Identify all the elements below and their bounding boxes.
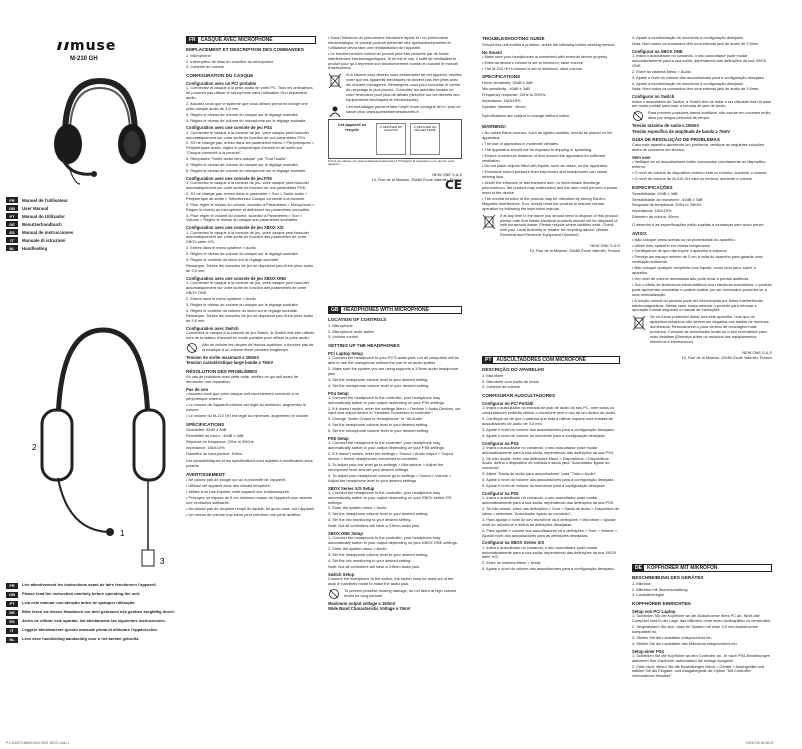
- gb-weee-notice: If at any time in the future you should need to dispose of this product please note that Waste electrical products should not be disposed of with household waste. Please recycle where facilities exist. Check with your Local Authority or retailer for recycling advice. (Waste Electrical and Electronic Equipment Directive): [482, 214, 620, 239]
- muse-logo-mark: [57, 42, 69, 50]
- headset-diagram: [28, 300, 178, 570]
- callout-3: 3: [160, 557, 165, 566]
- recycle-box: [328, 119, 462, 159]
- language-item: FR Manuel de l'utilisateur: [6, 196, 156, 204]
- language-item: ES Manual de instrucciones: [6, 228, 156, 236]
- ce-mark: CE: [444, 177, 462, 192]
- language-item: GB User Manual: [6, 204, 156, 212]
- pt-section: PT AUSCULTADORES COM MICROFONE DESCRIÇÃO DO APARELHO 1. Microfone 2. Microfone com botão de mudo 3. Controlo de volume CONFIGURAR AUSCULTADORES Configurar no PC/ Portátil 1. Insira o auscultador na entrada de jack de áudio do seu PC, nem todos os computadores poderão utilizar o microfone sem o uso de um divisor de áudio. 2. Certifique-se de que o sistema que está a utilizar suporta uma tomada de auscultadores de áudio de 3,5 mm. 3. Ajuste o nível do volume dos auscultadores para a configuração desejada. 4. Ajuste o nível de volume do microfone para a configuração desejada. Configurar na PS4 1. Insira o auscultador no comando, o seu auscultador pode mudar automaticamente para a sua saída, dependendo das definições da sua PS4. 2. Se não mudar, entre nas definições Menu > Dispositivos > Dispositivos Áudio, defina o dispositivo de entrada e saída para "Auscultador ligado ao comando". 3. Altere "Saída de áudio para auscultadores" para "Todo o Áudio". 4. Ajuste o nível do volume dos auscultadores para a configuração desejada. 5. Ajuste o nível de volume do microfone para a configuração desejada. Configurar na PS5 1. Insira o auscultador no comando, o seu auscultador pode mudar automaticamente para a sua saída, dependendo das definições da sua PS5. 2. Se não mudar, entre nas definições > Som > Saída de áudio > Dispositivo de saída > selecione "Auscultador ligado ao comando". 3. Para ajustar o nível do seu microfone vá a definições > Microfone > Ajustar nível do microfone e defina as definições desejadas. 4. Para ajustar o volume dos auscultadores vá a definições > Som > Volume > Ajustar nível dos auscultadores para as definições desejadas. Configurar na XBOX Series X/S 1. Insira o auscultador no comando, o seu auscultador pode mudar automaticamente para a sua saída, dependendo das definições da sua XBOX série X/S. 2. Entre no sistema Menu > Áudio 3. Ajuste o nível do volume dos auscultadores para a configuração desejada.: [482, 356, 620, 572]
- weee-bin-icon: [632, 315, 646, 331]
- language-item: DE Benutzerhandbuch: [6, 220, 156, 228]
- triman-notice: Ces emballages peuvent faire l'objet d'une consigne de tri, pour en savoir plus: www.quefairedemesdechets.fr: [328, 105, 462, 117]
- notice-item: DE Bitte lesen sie dieses Handbuch vor dem gebrauch des gerätes sorgfältig durch.: [6, 610, 178, 616]
- hearing-notice: Afin de réduire les risques de lésions auditives, n'écoutez pas de la musique à un volume élevé pendant longtemps.: [186, 343, 316, 353]
- notice-item: PT Leia este manual com atenção antes de qualquer utilização.: [6, 601, 178, 607]
- notice-item: FR Lire attentivement les instructions avant de faire fonctionner l'appareil.: [6, 583, 178, 589]
- weee-bin-icon: [482, 214, 496, 230]
- fr-header: FR CASQUE AVEC MICROPHONE: [186, 36, 316, 44]
- language-item: NL Handleiding: [6, 244, 156, 252]
- gb-header: GB HEADPHONES WITH MICROPHONE: [328, 306, 462, 314]
- triman-icon: [328, 105, 342, 117]
- notice-item: ES Antes de utilizar este aparato, lea atentamente las siguientes instrucciones.: [6, 619, 178, 625]
- headset-image-top: [40, 66, 160, 186]
- model-name: M-210 GH: [70, 56, 98, 62]
- recycle-main: Cet appareil se recycle: [337, 121, 367, 132]
- notice-list: [6, 583, 178, 646]
- pt-header: PT AUSCULTADORES COM MICROFONE: [482, 356, 620, 364]
- fr-address: NEW ONE S.A.S 10, Rue de la Mission, 25480 École Valentin, France: [371, 171, 462, 182]
- pt-address: NEW ONE S.A.S 10, Rue de la Mission, 25480 École Valentin, France: [681, 349, 772, 360]
- gb-address: NEW ONE S.A.S 10, Rue de la Mission, 25480 École Valentin, France: [529, 243, 620, 254]
- callout-2: 2: [32, 443, 37, 452]
- language-item: IT Manuale di istruzioni: [6, 236, 156, 244]
- gb-continued: TROUBLESHOOTING GUIDE Should this unit exhibit a problem, check the following before seeking service: No Sound • Make sure your headphones is connected with external device properly. • External device's volume is set to minimum; raise volume. • The M-210 GH's volume is set to minimum; raise volume. SPECIFICATIONS Driver sensitivity: 92dB ± 3dB Mic sensitivity: -40dB ± 3dB Frequency response: 20Hz to 20KHz Impedance: 16Ω±15% Speaker diameter: 40mm Specifications are subject to change without notice. WARNING! • No naked flame sources, such as lighted candles, should be placed on the apparatus. • The use of apparatus in moderate climates. • The apparatus should not be exposed to dripping or splashing. • Ensure a minimum distance of 5cm around the apparatus for sufficient ventilation. • Do not place objects filled with liquids, such as vases, on the apparatus. • Excessive sound pressure from earphones and headphones can cause hearing loss. • Under the influence of fast transient and / or electrostatic discharge phenomenon, the product may malfunction and the user must perform a power reset of the device. • The normal function of the product may be disturbed by strong Electro-Magnetic Interference. If so, simply reset the product to resume normal operation by following the instruction manual. If at any time in the future you should need to dispose of this product please note that Waste electrical products should not be disposed of with household waste. Please recycle where facilities exist. Check with your Local Authority or retailer for recycling advice. (Waste Electrical and Electronic Equipment Directive) NEW ONE S.A.S 10, Rue de la Mission, 25480 École Valentin, France: [482, 36, 620, 254]
- recycle-note: Points de collecte sur www.quefairedemesdechets.fr Privilégiez la réparation ou le don de votre appareil !: [328, 158, 455, 167]
- weee-bin-icon: [328, 73, 342, 89]
- gb-section: GB HEADPHONES WITH MICROPHONE LOCATION OF CONTROLS 1. Microphone 2. Microphone mute switch 3. Volume control SETTING UP THE HEADPHONES PC/ Laptop Setup 1. Connect the headphone to your PC'S audio jack; not all computers will be able to use the microphone without the use of an audio splitter. 2. Make sure the system you are using supports a 3.5mm audio headphone jack. 3. Set the headphone volume level to your desired setting. 4. Set the microphone volume level to your desired setting. PS4 Setup 1. Connect the headphone to the controller, your headphone may automatically switch to your output depending on your PS4 settings. 2. If it doesn't switch, enter the settings Menu > Devices > Audio Devices, set input and output device to "Headset Connected to controller". 3. Change "Audio Output to Headphones" to "All Audio." 4. Set the headphone volume level to your desired setting. 5. Set the microphone volume level to your desired setting. PS5 Setup 1. Connect the headphone to the controller, your headphone may automatically switch to your output depending on your PS5 settings. 2. If it doesn't switch, enter the settings > Sound > Audio output > Output device > Select headphones connected to controller. 3. To adjust your mic level go to settings > Microphone > Adjust the microphone level and set your desired settings. 4. To adjust your headphone volume go to settings > Sound > Volume > Adjust the headphone level to your desired settings. XBOX Series X/S Setup 1. Connect the headphone to the controller, your headphone may automatically switch to your output depending on your XBOX series X/S settings. 2. Enter the system menu > Audio 3. Set the headphone volume level to your desired setting. 4. Set the mic monitoring to your desired setting. Note: Not all controllers will have a 3.5mm audio jack. XBOX ONE Setup 1. Connect the headphone to the controller, your headphone may automatically switch to your output depending on your XBOX ONE settings. 2. Enter the system menu > Audio 3. Set the headphone volume level to your desired setting. 4. Set the mic monitoring to your desired setting. Note: Not all controllers will have a 3.5mm audio jack. Switch Setup Connect the headphone to the switch, the switch must be used out of the dock in handheld mode to make the audio jack. To prevent possible hearing damage, do not listen at high volume levels for long periods. Maximum output voltage ≤ 150mV Wide Band Characteristic Voltage ≥ 75mV: [328, 306, 461, 611]
- footer-left: P.I-315473 BM210GH 2021 DEV1.indd 1: [6, 741, 70, 745]
- pt-weee-notice: Se no futuro pretender deitar fora este aparelho, note que os aparelhos eléctricos não devem ser largados nos baldes de resíduos domésticos. Reencaminhe-o para centros de reciclagem mais próximos. Consulte as autoridades locais ou o seu revendedor para mais detalhes (Directiva sobre os resíduos dos equipamentos eléctricos e electrónicos).: [632, 315, 772, 344]
- recycle-store: À DÉPOSER EN MAGASIN: [376, 123, 406, 155]
- pt-hearing-notice: Para prevenir possíveis danos auditivos, não escute em volumes muito altos por longos períodos de tempo.: [632, 111, 772, 121]
- hearing-warning-icon: [186, 343, 198, 353]
- de-header: DE KOPFHÖRER MIT MIKROFON: [632, 564, 772, 572]
- language-list: [6, 196, 156, 252]
- gb-hearing-notice: To prevent possible hearing damage, do not listen at high volume levels for long periods.: [328, 589, 462, 599]
- pt-continued: 4. Ajuste a monitorização do microfone à configuração desejada. Nota: Nem todos os comandos têm uma entrada jack de áudio de 3,5mm. Configurar na XBOX ONE 1. Insira o auscultador no comando, o seu auscultador pode mudar automaticamente para a sua saída, dependendo das definições da sua XBOX ONE. 2. Entre no sistema Menu > Áudio 3. Ajuste o nível do volume dos auscultadores para a configuração desejada. 4. Ajuste a monitorização do microfone à configuração desejada. Nota: Nem todos os comandos têm uma entrada jack de áudio de 3,5mm. Configurar no Switch Insira o auscultador ao Switch, a Switch tem de estar a ser utilizada fora da base em modo portátil para usar a entrada de jack de áudio. Para prevenir possíveis danos auditivos, não escute em volumes muito altos por longos períodos de tempo. Tensão máxima de saída ≤ 150mV Tensão específica de amplitude de banda ≥ 75mV GUIA DE RESOLUÇÃO DE PROBLEMAS Caso este aparelho apresente um problema, verifique as seguintes soluções antes de contactar um técnico: Sem som • Verifique se os auscultadores estão conectados corretamente ao dispositivo externo. • O nível de volume do dispositivo externo está no mínimo; aumente o volume. • O nível de volume do M-210 GH está no mínimo; aumente o volume. ESPECIFICAÇÕES Sensibilidade: 92dB ± 3dB Sensibilidade do microfone: -40dB ± 3dB Resposta de frequência: 20Hz to 20KHz Impedância: 16Ω±15% Diâmetro da coluna: 40mm O desenho e as especificações estão sujeitas a mudanças sem aviso prévio. AVISO: • Não coloque velas acesas ou na proximidade do aparelho. • Utilize este aparelho em climas temperados. • Certifique-se de que não expõe o aparelho a salpicos. • Preveja um espaço mínimo de 5 cm à volta do aparelho para garantir uma ventilação suficiente. • Não coloque qualquer recipiente com líquido, como uma jarra, sobre o aparelho. • Um nível de volume demasiado alto pode levar a perdas auditivas. • Sob o efeito de fenómenos electrostáticos e/ou eléctricos transitórios, o produto pode apresentar anomalias e poderá acabar por ser necessário proceder-se a uma reinicialização. • A função normal do produto pode ser interrompida por fortes interferências electromagnéticas. Nesse caso, basta reiniciar o produto para retomar a operação normal seguindo o manual de instruções. Se no futuro pretender deitar fora este aparelho, note que os aparelhos eléctricos não devem ser largados nos baldes de resíduos domésticos. Reencaminhe-o para centros de reciclagem mais próximos. Consulte as autoridades locais ou o seu revendedor para mais detalhes (Directiva sobre os resíduos dos equipamentos eléctricos e electrónicos). NEW ONE S.A.S 10, Rue de la Mission, 25480 École Valentin, France: [632, 36, 772, 360]
- language-item: PT Manual do Utilizador: [6, 212, 156, 220]
- notice-item: NL Lees deze handleiding aandachtig voor u het toestel gebruikt.: [6, 637, 178, 643]
- brand-logo: muse: [58, 38, 116, 54]
- de-section: DE KOPFHÖRER MIT MIKROFON BESCHREIBUNG DES GERÄTES 1. Mikrofon 2. Mikrofon mit Stummschaltung 3. Lautstärkeregler KOPFHÖRER EINRICHTEN Setup von PC/ Laptop 1. Schließen Sie die Kopfhörer an die Audiobuchse Ihres PC an. Nicht alle Computer sind in der Lage, das Mikrofon ohne einen Audiosplitter zu verwenden. 2. Vergewissern Sie sich, dass Ihr System mit einer 3,5 mm Audiobuchse kompatibel ist. 3. Stellen Sie die Lautstärke entsprechend ein. 4. Stellen Sie die Lautstärke des Mikrofons entsprechend ein. Setup einer PS4 1. Schließen Sie die Kopfhörer an den Controller an. Je nach PS4-Einstellungen aktivieren Ihre Kopfhörer automatisch die richtige Ausgabe. 2. Falls nicht, öffnen Sie die Einstellungen Menü > Geräte > Audiogeräte und wählen Sie als Eingabe- und Ausgabegerät die Option "Mit Controller verbundenes Headset".: [632, 564, 772, 679]
- weee-notice: Si à l'avenir vous désirez vous débarrasser de cet appareil, veuillez noter que les appareils électriques ne doivent pas être jetés avec les ordures ménagères. Renseignez-vous pour connaître le centre de recyclage le plus proche. Consultez les autorités locales ou votre revendeur pour plus de détails (directive sur les déchets des équipements électriques et électroniques).: [328, 73, 462, 102]
- notice-item: GB Please read the instruction carefully before operating the unit.: [6, 592, 178, 598]
- callout-1: 1: [120, 529, 125, 538]
- hearing-warning-icon: [632, 111, 644, 121]
- fr-section: FR CASQUE AVEC MICROPHONE EMPLACEMENT ET DESCRIPTION DES COMMANDES 1. Microphone 2. Interrupteur de mise en sourdine du microphone 3. Contrôle du volume CONFIGURATION DU CASQUE Configuration avec un PC/ portable 1. Connectez le casque à la prise audio de votre PC. Tous les ordinateurs ne pourront pas utiliser le microphone sans l'utilisation d'un séparateur audio. 2. Assurez-vous que le système que vous utilisez prend en charge une prise casque audio de 3,5 mm. 3. Réglez le niveau de volume du casque sur le réglage souhaité. 4. Réglez le niveau de volume du microphone sur le réglage souhaité. Configuration avec une console de jeu PS4 1. Connectez le casque à la console de jeu, votre casque peut basculer automatiquement sur votre sortie en fonction de vos paramètres PS4. 2. S'il ne change pas, entrez dans les paramètres Menu > Périphériques > Périphériques audio, réglez le périphérique d'entrée et de sortie sur "Casque connecté à la console". 3. Remplacez "Sortie audio vers casque" par "Tout l'audio". 4. Réglez le niveau de volume du casque sur le réglage souhaité. 5. Réglez le niveau de volume du microphone sur le réglage souhaité. Configuration avec une console de jeu PS5 1. Connectez le casque à la console de jeu, votre casque peut basculer automatiquement sur votre sortie en fonction de vos paramètres PS5. 2. S'il ne change pas, entrez dans le paramètre > Son > Sortie audio > Périphérique de sortie > Sélectionnez Casque connecté à la console. 3. Pour régler le niveau du volume, accédez à Paramètres > Microphone > Réglez le niveau du microphone et définissez les paramètres souhaités. 4. Pour régler le volume du volume, accédez à Paramètres > Son > Volume > Réglez le niveau du casque aux paramètres souhaités. Configuration avec une console de jeu XBOX X/S 1. Connectez le casque à la console de jeu, votre casque peut basculer automatiquement sur votre sortie en fonction des paramètres de votre XBOX série X/S. 2. Entrez dans le menu système > Audio 3. Réglez le niveau de volume du casque sur le réglage souhaité. 4. Réglez le contrôle du micro sur le réglage souhaité. Remarque: Toutes les consoles de jeu ne disposent pas d'une prise audio de 3,5 mm. Configuration avec une console de jeu XBOX ONE 1. Connectez le casque à la console de jeu, votre casque peut basculer automatiquement sur votre sortie en fonction des paramètres de votre XBOX ONE. 2. Entrez dans le menu système > Audio 3. Réglez le niveau de volume du casque sur le réglage souhaité. 4. Réglez le contrôle du volume du micro sur le réglage souhaité. Remarque: Toutes les consoles de jeu ne disposent pas d'une prise audio de 3,5 mm. Configuration avec Switch Connectez le casque à la console de jeu Switch, le Switch doit être utilisée hors de la station d'accueil en mode portable pour utiliser la prise audio. Afin de réduire les risques de lésions auditives, n'écoutez pas de la musique à un volume élevé pendant longtemps. Tension de sortie maximum ≤ 150mV Tension caractéristique large bande ≥ 75mV RÉSOLUTION DES PROBLÈMES En cas de problème avec cette unité, vérifiez ce qui suit avant de demander une réparation. Pas de son • Assurez-vous que votre casque soit correctement connecté à un périphérique externe. • Le volume de l'appareil externe est réglé au minimum, augmentez le volume. • Le volume du M-210 GH est réglé au minimum, augmentez le volume. SPÉCIFICATIONS Sensibilité: 92dB ± 3dB Sensibilité du micro: -40dB ± 3dB Réponse en fréquence: 20Hz to 20KHz Impédance: 16Ω±15% Diamètre du haut-parleur: 40mm Les caractéristiques et les spécifications sont sujettes à modification sans préavis. AVERTISSEMENT: • Ne placez pas de bougie sur ou à proximité de l'appareil. • Utilisez cet appareil dans des climats tempérés. • Veillez à ne pas exposer votre appareil aux éclaboussures. • Prévoyez un espace de 5 cm minimum autour de l'appareil pour assurer une ventilation suffisante. • Ne placez pas de récipient rempli de liquide, tel qu'un vase, sur l'appareil. • Un niveau de volume trop élevé peut entraîner une perte auditive.: [186, 36, 315, 517]
- recycle-center: À DÉPOSER EN DÉCHETTERIE: [410, 123, 440, 155]
- notice-item: IT Leggere attentamente questo manuale prima di utilizzare l'apparecchio.: [6, 628, 178, 634]
- hearing-warning-icon: [328, 589, 340, 599]
- footer-right: 2022/7/8 16:46:37: [745, 741, 774, 745]
- fr-continued: • Sous l'influence du phénomène transitoire rapide et / ou phénomène électrostatique, le produit pourrait présenter des dysfonctionnements et l'utilisateur devra faire une réinitialisation de l'appareil. • Le fonctionnement normal du produit peut être perturbé par de fortes interférences électromagnétiques. Si tel est le cas, il suffit de réinitialiser le produit pour qu'il reprenne son fonctionnement normal en suivant le manuel d'instructions. Si à l'avenir vous désirez vous débarrasser de cet appareil, veuillez noter que les appareils électriques ne doivent pas être jetés avec les ordures ménagères. Renseignez-vous pour connaître le centre de recyclage le plus proche. Consultez les autorités locales ou votre revendeur pour plus de détails (directive sur les déchets des équipements électriques et électroniques). Ces emballages peuvent faire l'objet d'une consigne de tri, pour en savoir plus: www.quefairedemesdechets.fr Cet appareil se recycle À DÉPOSER EN MAGASIN À DÉPOSER EN DÉCHETTERIE Points de collecte sur www.quefairedemesdechets.fr Privilégiez la réparation ou le don de votre appareil ! NEW ONE S.A.S 10, Rue de la Mission, 25480 École Valentin, France CE: [328, 36, 462, 192]
